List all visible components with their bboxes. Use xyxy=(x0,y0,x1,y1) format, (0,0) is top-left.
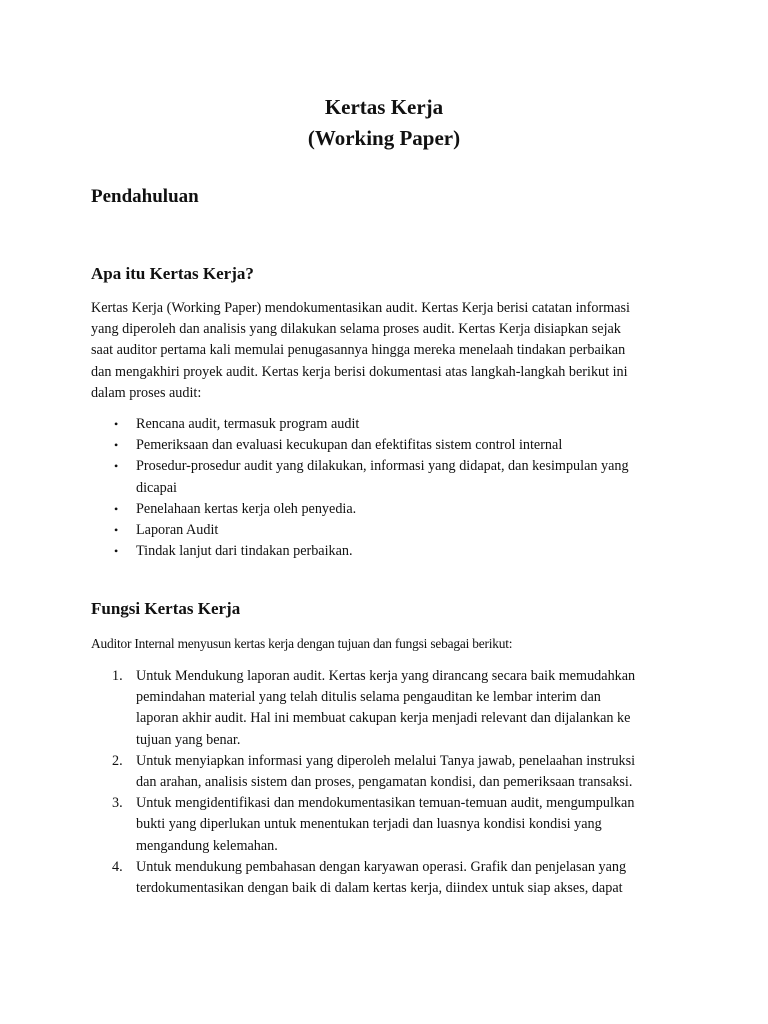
bullet-icon: • xyxy=(114,544,119,559)
list-number: 4. xyxy=(112,858,123,875)
bullet-icon: • xyxy=(114,459,119,474)
list-number: 1. xyxy=(112,668,123,684)
list-item-line: terdokumentasikan dengan baik di dalam kertas kerja, diindex untuk siap akses, dapat xyxy=(136,880,623,897)
list-item-line: Penelahaan kertas kerja oleh penyedia. xyxy=(136,500,357,517)
list-item-line: Untuk menyiapkan informasi yang diperoleh melalui Tanya jawab, penelaahan instruksi xyxy=(136,752,636,769)
paragraph-line: dalam proses audit: xyxy=(91,384,202,401)
paragraph-what xyxy=(91,298,681,404)
list-item xyxy=(91,435,681,456)
section-heading-function: Fungsi Kertas Kerja xyxy=(91,599,241,618)
list-item xyxy=(91,793,681,857)
document-title: Kertas Kerja xyxy=(324,95,444,119)
list-item xyxy=(91,541,681,562)
list-item-line: Laporan Audit xyxy=(136,522,219,539)
bullet-icon: • xyxy=(114,523,119,538)
list-item-line: laporan akhir audit. Hal ini membuat cakupan kerja menjadi relevant dan dijalankan ke xyxy=(136,710,631,727)
paragraph-line: dan mengakhiri proyek audit. Kertas kerja berisi dokumentasi atas langkah-langkah berikut ini xyxy=(91,363,628,380)
list-item-line: dan arahan, analisis sistem dan proses, pengamatan kondisi, dan pemeriksaan transaksi. xyxy=(136,774,633,791)
list-item xyxy=(91,857,681,899)
section-heading-intro: Pendahuluan xyxy=(91,186,199,207)
list-number: 3. xyxy=(112,795,123,812)
list-item xyxy=(91,751,681,793)
list-item-line: Prosedur-prosedur audit yang dilakukan, informasi yang didapat, dan kesimpulan yang xyxy=(136,458,629,475)
bullet-icon: • xyxy=(114,417,119,431)
list-number: 2. xyxy=(112,752,123,769)
bullet-icon: • xyxy=(114,501,119,516)
list-item-line: mengandung kelemahan. xyxy=(136,837,278,854)
list-item-line: Untuk mengidentifikasi dan mendokumentasikan temuan-temuan audit, mengumpulkan xyxy=(136,795,635,812)
list-item-line: dicapai xyxy=(136,479,177,496)
paragraph-function-intro: Auditor Internal menyusun kertas kerja dengan tujuan dan fungsi sebagai berikut: xyxy=(91,636,513,651)
list-item-line: Pemeriksaan dan evaluasi kecukupan dan efektifitas sistem control internal xyxy=(136,437,563,454)
list-item-line: Rencana audit, termasuk program audit xyxy=(136,416,360,432)
list-item-line: Untuk Mendukung laporan audit. Kertas kerja yang dirancang secara baik memudahkan xyxy=(136,668,636,684)
numbered-list xyxy=(91,666,681,899)
paragraph-line: yang diperoleh dan analisis yang dilakukan selama proses audit. Kertas Kerja disiapkan sejak xyxy=(91,321,621,338)
document-subtitle: (Working Paper) xyxy=(307,126,461,150)
list-item xyxy=(91,456,681,498)
list-item-line: Untuk mendukung pembahasan dengan karyawan operasi. Grafik dan penjelasan yang xyxy=(136,858,627,875)
list-item-line: Tindak lanjut dari tindakan perbaikan. xyxy=(136,543,353,560)
paragraph-line: saat auditor pertama kali memulai penugasannya hingga mereka menelaah tindakan perbaikan xyxy=(91,342,626,359)
bullet-icon: • xyxy=(114,438,119,453)
paragraph-line: Kertas Kerja (Working Paper) mendokumentasikan audit. Kertas Kerja berisi catatan informasi xyxy=(91,300,630,316)
list-item xyxy=(91,666,681,751)
bullet-list xyxy=(91,414,681,562)
list-item xyxy=(91,520,681,541)
list-item xyxy=(91,499,681,520)
list-item-line: tujuan yang benar. xyxy=(136,731,241,748)
section-heading-what: Apa itu Kertas Kerja? xyxy=(91,264,254,283)
list-item-line: bukti yang diperlukan untuk menentukan terjadi dan luasnya kondisi kondisi yang xyxy=(136,816,602,833)
list-item-line: pemindahan material yang telah ditulis selama pengauditan ke lembar interim dan xyxy=(136,689,601,706)
list-item xyxy=(91,414,681,435)
